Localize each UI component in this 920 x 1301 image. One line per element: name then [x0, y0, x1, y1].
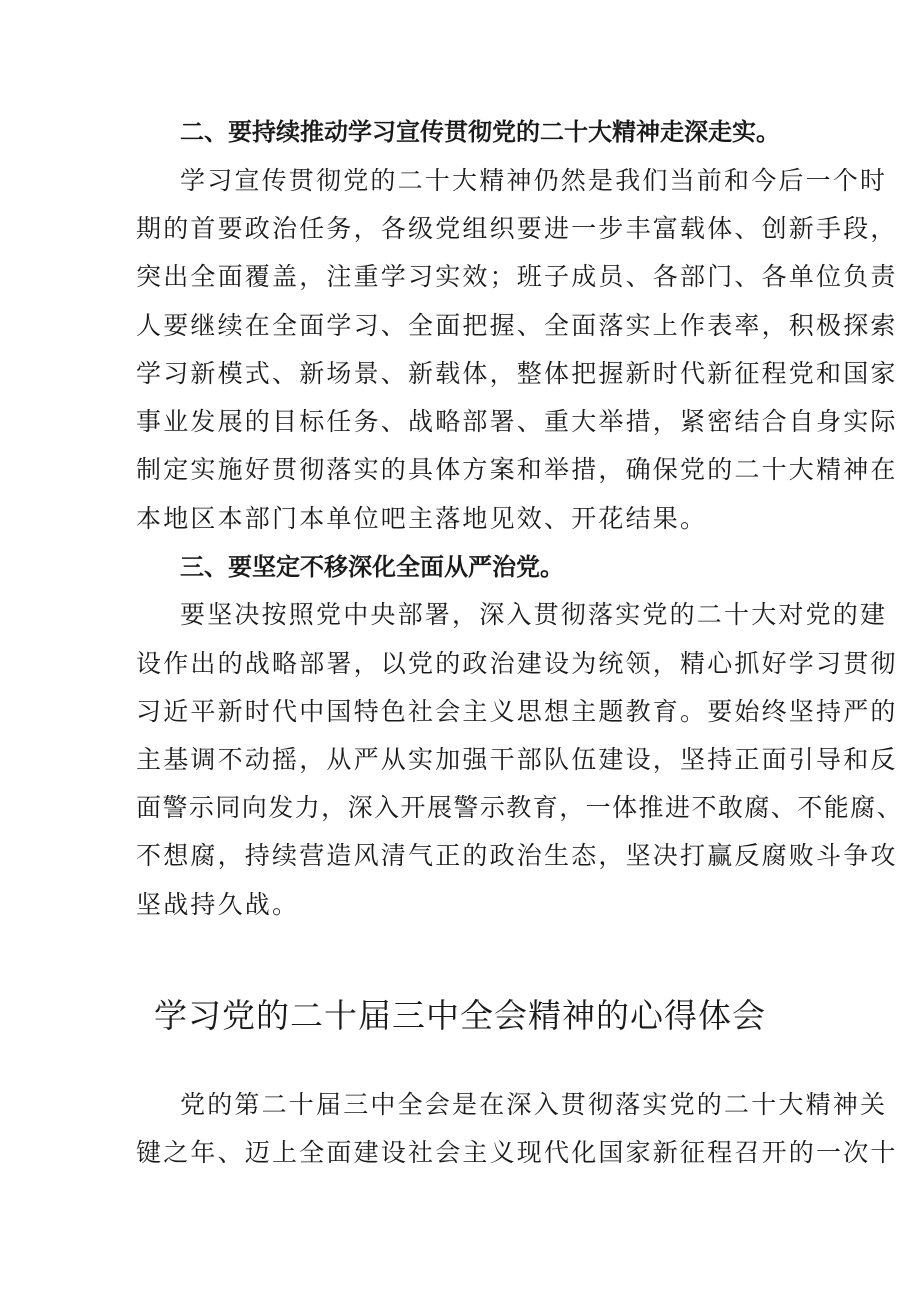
section-2-line-6: 事业发展的目标任务、战略部署、重大举措，紧密结合自身实际	[136, 407, 898, 436]
section-2-line-4: 人要继续在全面学习、全面把握、全面落实上作表率，积极探索	[136, 311, 898, 340]
article-line-1: 党的第二十届三中全会是在深入贯彻落实党的二十大精神关	[180, 1090, 888, 1119]
section-3-heading: 三、要坚定不移深化全面从严治党。	[180, 553, 564, 581]
section-3-line-3: 习近平新时代中国特色社会主义思想主题教育。要始终坚持严的	[136, 697, 898, 726]
section-2-heading: 二、要持续推动学习宣传贯彻党的二十大精神走深走实。	[180, 118, 780, 146]
section-3-line-4: 主基调不动摇，从严从实加强干部队伍建设，坚持正面引导和反	[136, 745, 898, 774]
section-3-line-2: 设作出的战略部署，以党的政治建设为统领，精心抓好学习贯彻	[136, 649, 898, 678]
article-title: 学习党的二十届三中全会精神的心得体会	[154, 996, 766, 1035]
section-3-line-1: 要坚决按照党中央部署，深入贯彻落实党的二十大对党的建	[180, 600, 888, 629]
section-3-line-6: 不想腐，持续营造风清气正的政治生态，坚决打赢反腐败斗争攻	[136, 841, 898, 870]
section-3-line-5: 面警示同向发力，深入开展警示教育，一体推进不敢腐、不能腐、	[136, 793, 904, 822]
article-line-2: 键之年、迈上全面建设社会主义现代化国家新征程召开的一次十	[136, 1138, 898, 1167]
section-3-line-7: 坚战持久战。	[136, 890, 300, 919]
section-2-line-7: 制定实施好贯彻落实的具体方案和举措，确保党的二十大精神在	[136, 455, 898, 484]
section-2-line-5: 学习新模式、新场景、新载体，整体把握新时代新征程党和国家	[136, 359, 898, 388]
section-2-line-3: 突出全面覆盖，注重学习实效；班子成员、各部门、各单位负责	[136, 262, 898, 291]
section-2-line-1: 学习宣传贯彻党的二十大精神仍然是我们当前和今后一个时	[180, 166, 888, 195]
section-2-line-8: 本地区本部门本单位吧主落地见效、开花结果。	[136, 504, 708, 533]
section-2-line-2: 期的首要政治任务，各级党组织要进一步丰富载体、创新手段，	[136, 214, 898, 243]
